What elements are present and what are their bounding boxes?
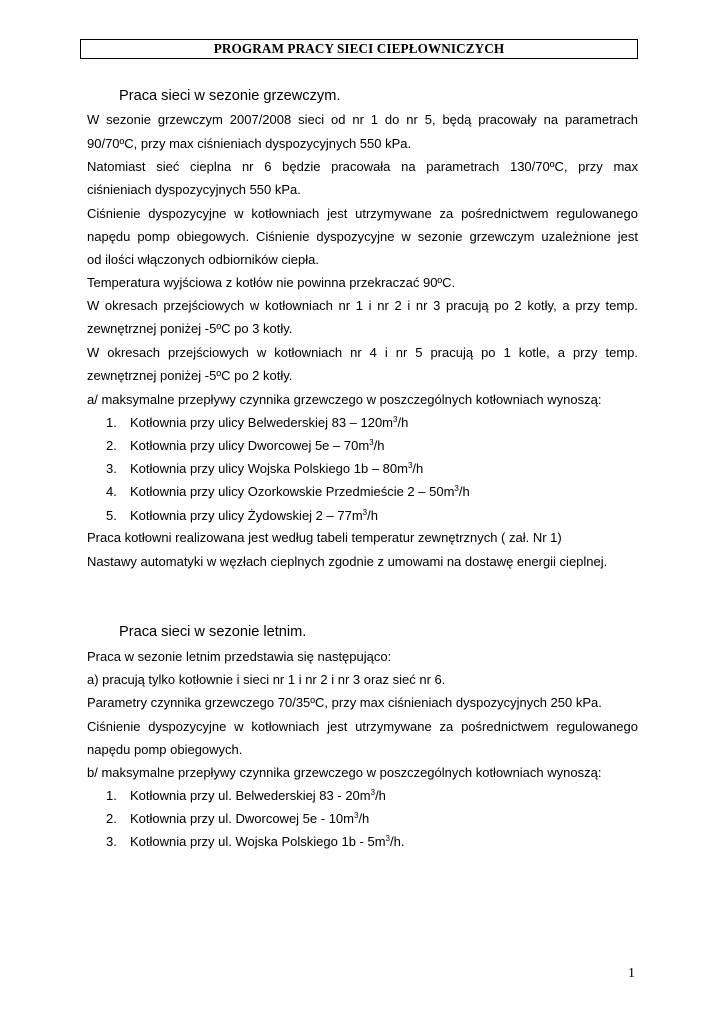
winter-note-1: Praca kotłowni realizowana jest według tabeli temperatur zewnętrznych ( zał. Nr 1) xyxy=(87,530,562,545)
winter-p4-line1: Temperatura wyjściowa z kotłów nie powinna przekraczać 90ºC. xyxy=(87,275,456,290)
summer-list-item: 2. Kotłownia przy ul. Dworcowej $5e - 10m^3/h$ xyxy=(106,811,370,826)
winter-list-item: 3. Kotłownia przy ulicy Wojska Polskiego $1b - 80m^3/h$ xyxy=(106,461,424,476)
winter-p6-line1: W okresach przejściowych w kotłowniach nr 4 i nr 5 pracują po 1 kotle, a przy temp. xyxy=(87,345,638,360)
winter-p6-line2: zewnętrznej poniżej -5ºC po 2 kotły. xyxy=(87,368,293,383)
winter-list-item: 1. Kotłownia przy ulicy Belwederskiej $83 - 120m^3/h$ xyxy=(106,415,409,430)
summer-list-intro: b/ maksymalne przepływy czynnika grzewczego w poszczególnych kotłowniach wynoszą: xyxy=(87,765,602,780)
winter-list-item: 2. Kotłownia przy ulicy Dworcowej $5e - 70m^3/h$ xyxy=(106,438,385,453)
winter-p3-line1: Ciśnienie dyspozycyjne w kotłowniach jest utrzymywane za pośrednictwem regulowanego xyxy=(87,206,638,221)
winter-p1-line1: W sezonie grzewczym 2007/2008 sieci od nr 1 do nr 5, będą pracowały na parametrach xyxy=(87,112,638,127)
summer-p2: a) pracują tylko kotłownie i sieci nr 1 i nr 2 i nr 3 oraz sieć nr 6. xyxy=(87,672,446,687)
page-number: 1 xyxy=(628,966,635,981)
winter-p5-line1: W okresach przejściowych w kotłowniach nr 1 i nr 2 i nr 3 pracują po 2 kotły, a przy temp. xyxy=(87,298,638,313)
winter-list-intro: a/ maksymalne przepływy czynnika grzewczego w poszczególnych kotłowniach wynoszą: xyxy=(87,392,602,407)
summer-list-item: 1. Kotłownia przy ul. Belwederskiej $83 - 20m^3/h$ xyxy=(106,788,386,803)
winter-p2-line1: Natomiast sieć cieplna nr 6 będzie pracowała na parametrach 130/70ºC, przy max xyxy=(87,159,638,174)
summer-heading: Praca sieci w sezonie letnim. xyxy=(119,624,307,640)
winter-p3-line3: od ilości włączonych odbiorników ciepła. xyxy=(87,252,319,267)
document-title: PROGRAM PRACY SIECI CIEPŁOWNICZYCH xyxy=(80,39,638,59)
winter-list-item: 4. Kotłownia przy ulicy Ozorkowskie Przedmieście $2 - 50m^3/h$ xyxy=(106,484,470,499)
winter-p1-line2: 90/70ºC, przy max ciśnieniach dyspozycyjnych 550 kPa. xyxy=(87,136,412,151)
winter-p2-line2: ciśnieniach dyspozycyjnych 550 kPa. xyxy=(87,182,301,197)
winter-heading: Praca sieci w sezonie grzewczym. xyxy=(119,88,341,104)
winter-p5-line2: zewnętrznej poniżej -5ºC po 3 kotły. xyxy=(87,321,293,336)
summer-p1: Praca w sezonie letnim przedstawia się następująco: xyxy=(87,649,392,664)
winter-note-2: Nastawy automatyki w węzłach cieplnych zgodnie z umowami na dostawę energii cieplnej. xyxy=(87,554,608,569)
winter-p3-line2: napędu pomp obiegowych. Ciśnienie dyspozycyjne w sezonie grzewczym uzależnione jest xyxy=(87,229,638,244)
summer-p4-line1: Ciśnienie dyspozycyjne w kotłowniach jest utrzymywane za pośrednictwem regulowanego xyxy=(87,719,638,734)
winter-list-item: 5. Kotłownia przy ulicy Żydowskiej $2 - 77m^3/h$ xyxy=(106,508,378,523)
summer-p4-line2: napędu pomp obiegowych. xyxy=(87,742,243,757)
summer-p3: Parametry czynnika grzewczego 70/35ºC, przy max ciśnieniach dyspozycyjnych 250 kPa. xyxy=(87,695,602,710)
summer-list-item: 3. Kotłownia przy ul. Wojska Polskiego $1b - 5m^3/h$. xyxy=(106,834,405,849)
